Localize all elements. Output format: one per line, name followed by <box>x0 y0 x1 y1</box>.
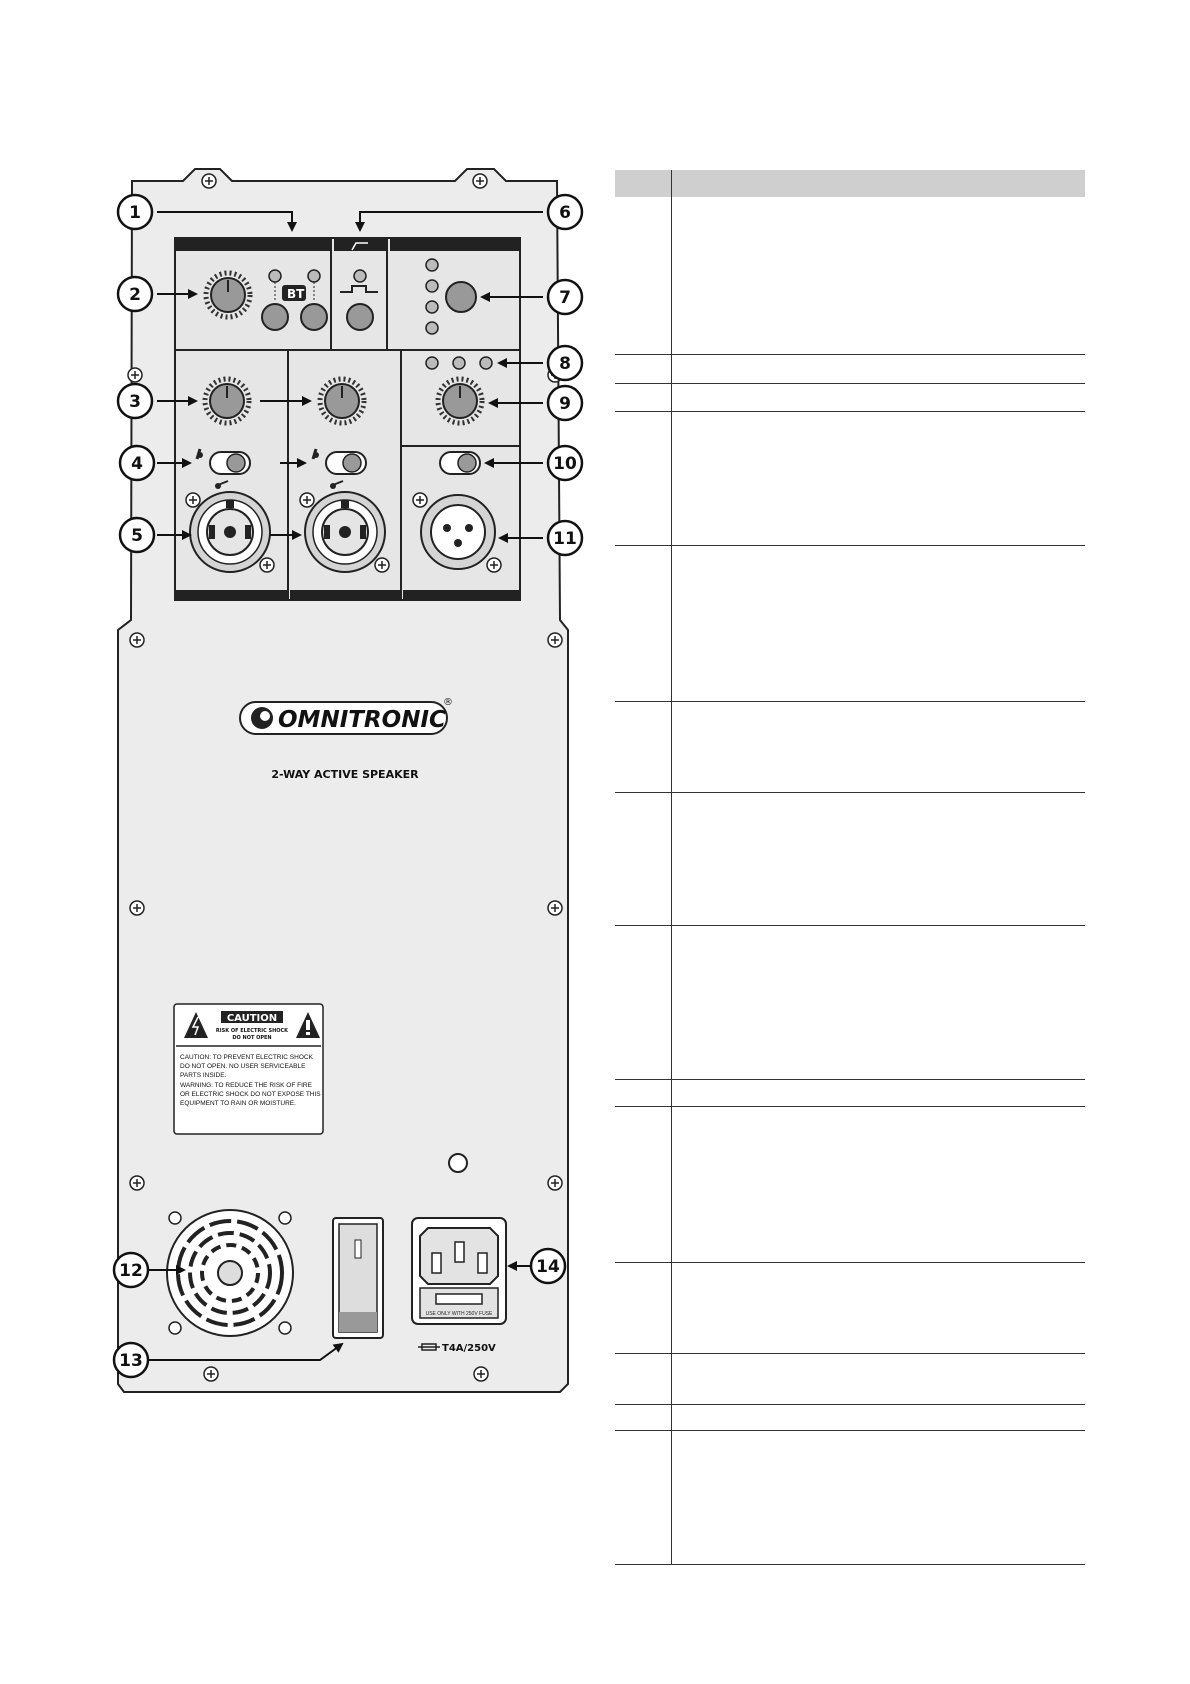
header-number-cell <box>615 170 672 197</box>
screw-icon <box>202 174 216 188</box>
table-row <box>615 792 1085 925</box>
fan-grille <box>167 1210 293 1336</box>
svg-text:OR ELECTRIC SHOCK DO NOT EXPOS: OR ELECTRIC SHOCK DO NOT EXPOSE THIS <box>180 1091 321 1098</box>
vent-hole <box>449 1154 467 1172</box>
screw-icon <box>260 558 274 572</box>
table-row <box>615 411 1085 545</box>
led-icon <box>426 357 438 369</box>
table-row <box>615 1404 1085 1430</box>
legend-table <box>615 170 1085 1550</box>
svg-text:RISK OF ELECTRIC SHOCK: RISK OF ELECTRIC SHOCK <box>215 1028 289 1034</box>
screw-icon <box>128 368 142 382</box>
power-switch <box>333 1218 383 1338</box>
screw-icon <box>204 1367 218 1381</box>
led-icon <box>480 357 492 369</box>
callout-6: 6 <box>559 203 571 223</box>
svg-text:DO NOT OPEN. NO USER SERVICEAB: DO NOT OPEN. NO USER SERVICEABLE <box>180 1063 306 1070</box>
svg-text:PARTS INSIDE.: PARTS INSIDE. <box>180 1072 227 1079</box>
table-row <box>615 1079 1085 1106</box>
led-icon <box>453 357 465 369</box>
screw-icon <box>548 1176 562 1190</box>
preset-button <box>446 282 476 312</box>
svg-text:OMNITRONIC: OMNITRONIC <box>278 707 446 733</box>
bt-play-button <box>262 304 288 330</box>
header-description-cell <box>672 170 1086 197</box>
callout-5: 5 <box>131 526 143 546</box>
screw-icon <box>186 493 200 507</box>
model-label: 2-WAY ACTIVE SPEAKER <box>271 768 419 781</box>
screw-icon <box>548 633 562 647</box>
screw-icon <box>413 493 427 507</box>
table-row <box>615 1430 1085 1564</box>
led-icon <box>308 270 320 282</box>
callout-1: 1 <box>129 203 141 223</box>
registered-mark: ® <box>443 697 453 708</box>
callout-3: 3 <box>129 392 141 412</box>
svg-text:USE ONLY WITH 250V FUSE: USE ONLY WITH 250V FUSE <box>425 1311 493 1317</box>
table-row <box>615 1106 1085 1262</box>
table-row <box>615 197 1085 354</box>
screw-icon <box>487 558 501 572</box>
screw-icon <box>473 174 487 188</box>
screw-icon <box>300 493 314 507</box>
led-icon <box>269 270 281 282</box>
screw-icon <box>130 1176 144 1190</box>
table-row <box>615 701 1085 792</box>
table-row <box>615 925 1085 1079</box>
callout-7: 7 <box>559 288 571 308</box>
led-icon <box>426 280 438 292</box>
callout-9: 9 <box>559 394 571 414</box>
fuse-rating: T4A/250V <box>442 1343 496 1354</box>
callout-11: 11 <box>553 529 577 549</box>
callout-2: 2 <box>129 285 141 305</box>
svg-text:CAUTION: TO PREVENT ELECTRIC S: CAUTION: TO PREVENT ELECTRIC SHOCK <box>180 1054 313 1061</box>
led-icon <box>426 259 438 271</box>
screw-icon <box>548 901 562 915</box>
svg-text:EQUIPMENT TO RAIN OR MOISTURE.: EQUIPMENT TO RAIN OR MOISTURE. <box>180 1100 296 1107</box>
bt-pair-button <box>301 304 327 330</box>
eq-button <box>347 304 373 330</box>
svg-text:WARNING: TO REDUCE THE RISK OF: WARNING: TO REDUCE THE RISK OF FIRE <box>180 1082 312 1089</box>
callout-13: 13 <box>119 1351 143 1371</box>
xlr-output-jack <box>421 495 495 569</box>
svg-text:DO NOT OPEN: DO NOT OPEN <box>232 1035 272 1041</box>
fuse-icon <box>436 1294 482 1304</box>
power-socket <box>412 1218 506 1324</box>
callout-8: 8 <box>559 354 571 374</box>
table-row <box>615 354 1085 383</box>
screw-icon <box>130 901 144 915</box>
led-icon <box>426 301 438 313</box>
table-row <box>615 545 1085 701</box>
table-row <box>615 383 1085 411</box>
screw-icon <box>375 558 389 572</box>
screw-icon <box>474 1367 488 1381</box>
combo-jack-ch1 <box>190 492 270 572</box>
callout-10: 10 <box>553 454 577 474</box>
bt-label: BT <box>287 287 305 301</box>
caution-label <box>174 1004 323 1134</box>
svg-text:CAUTION: CAUTION <box>226 1013 278 1024</box>
led-icon <box>426 322 438 334</box>
table-row <box>615 1262 1085 1353</box>
callout-12: 12 <box>119 1261 143 1281</box>
callout-14: 14 <box>536 1257 560 1277</box>
screw-icon <box>130 633 144 647</box>
table-row <box>615 1353 1085 1404</box>
brand-logo <box>240 702 447 734</box>
combo-jack-ch2 <box>305 492 385 572</box>
callout-4: 4 <box>131 454 143 474</box>
led-icon <box>354 270 366 282</box>
table-header-row <box>615 170 1085 197</box>
